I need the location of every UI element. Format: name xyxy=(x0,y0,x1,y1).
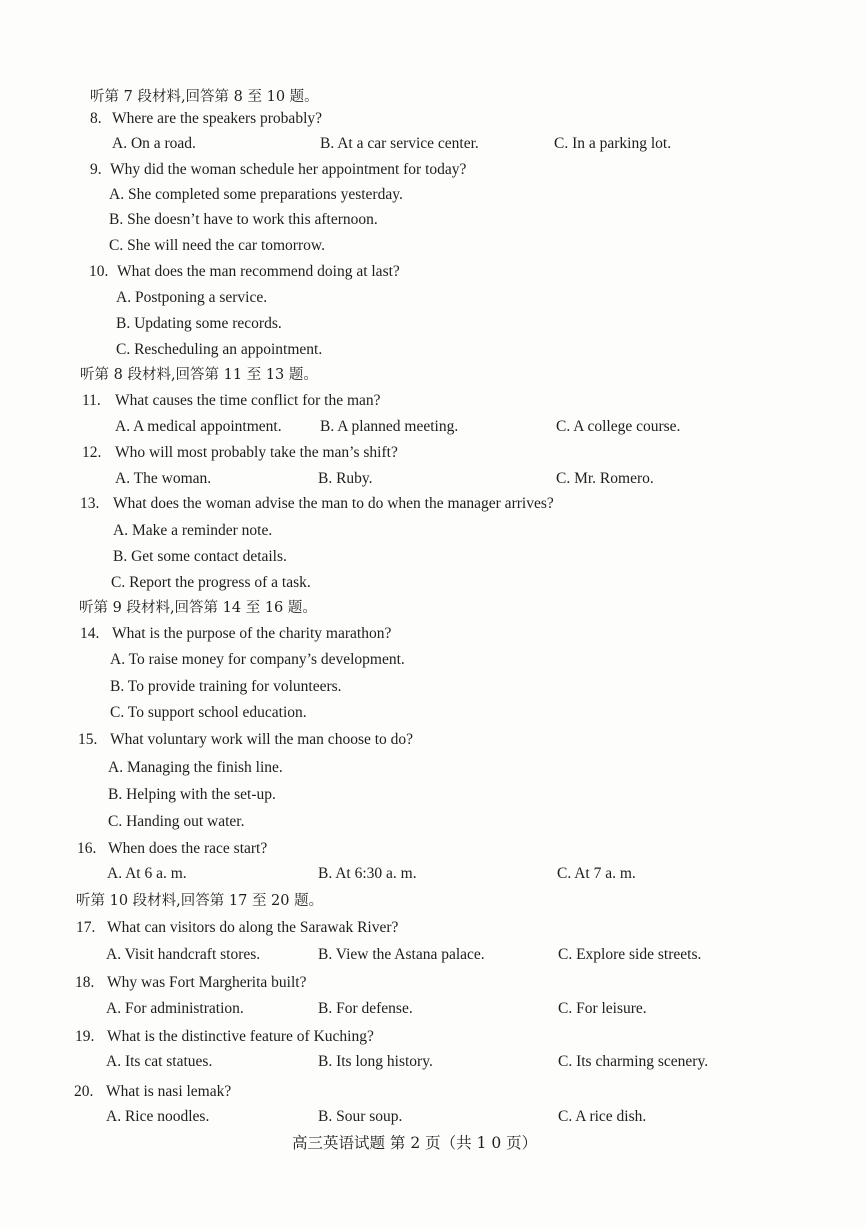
question-number: 13. xyxy=(80,495,100,512)
option-row xyxy=(0,674,867,700)
question-text: What can visitors do along the Sarawak River? xyxy=(107,919,399,936)
option-row xyxy=(0,996,867,1022)
question-text: What does the woman advise the man to do when the manager arrives? xyxy=(113,495,554,512)
section-heading: 听第 7 段材料,回答第 8 至 10 题。 xyxy=(90,89,319,105)
question-text: When does the race start? xyxy=(108,840,268,857)
option-row xyxy=(0,182,867,208)
question-number: 8. xyxy=(90,110,102,127)
option-b: B. At 6:30 a. m. xyxy=(318,865,417,882)
question-text: What causes the time conflict for the man? xyxy=(115,392,381,409)
question-text: What voluntary work will the man choose to do? xyxy=(110,731,414,748)
option-row xyxy=(0,131,867,157)
option-c: C. Its charming scenery. xyxy=(558,1053,709,1070)
section-heading: 听第 10 段材料,回答第 17 至 20 题。 xyxy=(76,893,324,909)
question-stem xyxy=(0,491,867,517)
question-number: 16. xyxy=(77,840,97,857)
section-heading: 听第 9 段材料,回答第 14 至 16 题。 xyxy=(79,600,317,616)
option-b: B. Its long history. xyxy=(318,1053,433,1070)
option-b: B. A planned meeting. xyxy=(320,418,459,435)
option-a: A. Visit handcraft stores. xyxy=(106,946,261,963)
question-number: 19. xyxy=(75,1028,95,1045)
option-a: A. On a road. xyxy=(112,135,196,152)
question-stem xyxy=(0,915,867,941)
page-footer: 高三英语试题 第 2 页（共 1 0 页） xyxy=(292,1134,538,1152)
option-row xyxy=(0,544,867,570)
option-a: A. A medical appointment. xyxy=(115,418,282,435)
question-number: 17. xyxy=(76,919,96,936)
question-number: 11. xyxy=(82,392,101,409)
section-heading: 听第 8 段材料,回答第 11 至 13 题。 xyxy=(80,367,318,383)
option-a: A. For administration. xyxy=(106,1000,244,1017)
option-a: A. Make a reminder note. xyxy=(113,522,273,539)
option-b: B. To provide training for volunteers. xyxy=(110,678,342,695)
option-c: C. Rescheduling an appointment. xyxy=(116,341,323,358)
question-stem xyxy=(0,727,867,753)
question-stem xyxy=(0,440,867,466)
question-stem xyxy=(0,970,867,996)
option-b: B. For defense. xyxy=(318,1000,413,1017)
option-row xyxy=(0,207,867,233)
option-row xyxy=(0,414,867,440)
option-a: A. Managing the finish line. xyxy=(108,759,283,776)
question-number: 12. xyxy=(82,444,102,461)
question-stem xyxy=(0,157,867,183)
question-stem xyxy=(0,106,867,132)
option-c: C. Explore side streets. xyxy=(558,946,702,963)
option-row xyxy=(0,285,867,311)
question-text: What does the man recommend doing at last? xyxy=(117,263,400,280)
question-stem xyxy=(0,621,867,647)
question-stem xyxy=(0,388,867,414)
option-a: A. The woman. xyxy=(115,470,212,487)
option-row xyxy=(0,1104,867,1130)
option-c: C. Mr. Romero. xyxy=(556,470,654,487)
option-b: B. Ruby. xyxy=(318,470,373,487)
option-row xyxy=(0,233,867,259)
question-stem xyxy=(0,1079,867,1105)
option-row xyxy=(0,700,867,726)
question-text: What is the purpose of the charity marathon? xyxy=(112,625,392,642)
option-c: C. She will need the car tomorrow. xyxy=(109,237,325,254)
question-text: What is nasi lemak? xyxy=(106,1083,232,1100)
option-c: C. A rice dish. xyxy=(558,1108,647,1125)
option-c: C. A college course. xyxy=(556,418,681,435)
option-row xyxy=(0,782,867,808)
option-a: A. Its cat statues. xyxy=(106,1053,213,1070)
question-number: 14. xyxy=(80,625,100,642)
option-c: C. At 7 a. m. xyxy=(557,865,636,882)
question-number: 18. xyxy=(75,974,95,991)
option-row xyxy=(0,570,867,596)
question-stem xyxy=(0,259,867,285)
question-text: Why was Fort Margherita built? xyxy=(107,974,307,991)
option-row xyxy=(0,1049,867,1075)
option-row xyxy=(0,311,867,337)
option-row xyxy=(0,518,867,544)
option-c: C. Report the progress of a task. xyxy=(111,574,311,591)
question-text: Who will most probably take the man’s shift? xyxy=(115,444,398,461)
option-b: B. At a car service center. xyxy=(320,135,479,152)
option-row xyxy=(0,466,867,492)
option-row xyxy=(0,755,867,781)
question-number: 10. xyxy=(89,263,109,280)
option-c: C. Handing out water. xyxy=(108,813,245,830)
option-a: A. Rice noodles. xyxy=(106,1108,210,1125)
option-row xyxy=(0,647,867,673)
option-row xyxy=(0,942,867,968)
question-stem xyxy=(0,1024,867,1050)
question-text: Where are the speakers probably? xyxy=(112,110,322,127)
option-a: A. She completed some preparations yesterday. xyxy=(109,186,403,203)
option-b: B. Sour soup. xyxy=(318,1108,403,1125)
question-number: 15. xyxy=(78,731,98,748)
question-number: 20. xyxy=(74,1083,94,1100)
question-text: Why did the woman schedule her appointment for today? xyxy=(110,161,467,178)
question-stem xyxy=(0,836,867,862)
option-b: B. She doesn’t have to work this afternoon. xyxy=(109,211,378,228)
option-b: B. Updating some records. xyxy=(116,315,282,332)
option-row xyxy=(0,809,867,835)
option-row xyxy=(0,861,867,887)
option-b: B. View the Astana palace. xyxy=(318,946,485,963)
option-a: A. To raise money for company’s development. xyxy=(110,651,405,668)
option-b: B. Get some contact details. xyxy=(113,548,287,565)
option-a: A. Postponing a service. xyxy=(116,289,268,306)
option-b: B. Helping with the set-up. xyxy=(108,786,276,803)
option-row xyxy=(0,337,867,363)
question-text: What is the distinctive feature of Kuching? xyxy=(107,1028,374,1045)
option-c: C. To support school education. xyxy=(110,704,307,721)
option-c: C. In a parking lot. xyxy=(554,135,672,152)
question-number: 9. xyxy=(90,161,102,178)
option-a: A. At 6 a. m. xyxy=(107,865,187,882)
option-c: C. For leisure. xyxy=(558,1000,647,1017)
